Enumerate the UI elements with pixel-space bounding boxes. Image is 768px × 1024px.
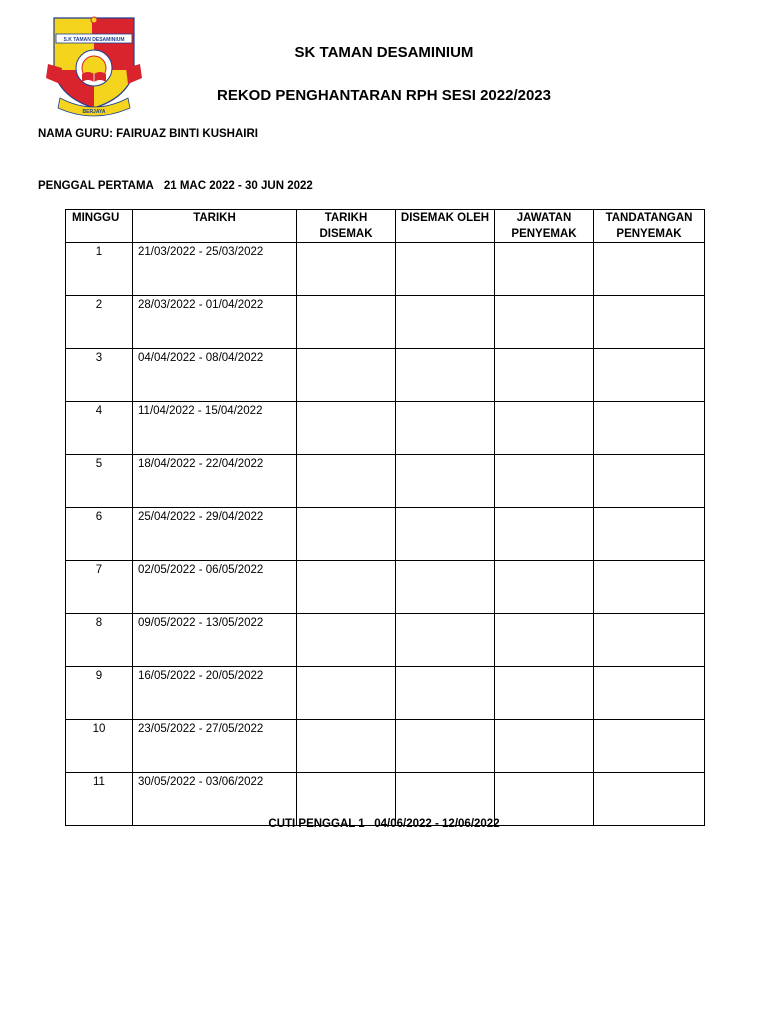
table-row [66,296,705,349]
tarikh-disemak-cell[interactable] [297,402,396,455]
tandatangan-cell[interactable] [594,455,705,508]
week-cell: 3 [66,349,133,402]
jawatan-penyemak-cell[interactable] [495,667,594,720]
teacher-label: NAMA GURU: [38,128,113,140]
tandatangan-cell[interactable] [594,667,705,720]
week-cell: 2 [66,296,133,349]
header-tarikh-disemak: TARIKH DISEMAK [297,210,396,243]
tarikh-disemak-cell[interactable] [297,455,396,508]
date-range-cell: 28/03/2022 - 01/04/2022 [133,296,297,349]
tarikh-disemak-cell[interactable] [297,349,396,402]
table-row [66,614,705,667]
header-tarikh: TARIKH [133,210,297,243]
table-row [66,349,705,402]
table-header-row [66,210,705,243]
tarikh-disemak-cell[interactable] [297,243,396,296]
term-line [38,180,313,192]
disemak-oleh-cell[interactable] [396,508,495,561]
disemak-oleh-cell[interactable] [396,667,495,720]
term-holiday-line [0,818,768,830]
tarikh-disemak-cell[interactable] [297,667,396,720]
teacher-line [38,128,258,140]
tandatangan-cell[interactable] [594,243,705,296]
table-row [66,667,705,720]
jawatan-penyemak-cell[interactable] [495,296,594,349]
week-cell: 5 [66,455,133,508]
header-tandatangan-penyemak: TANDATANGAN PENYEMAK [594,210,705,243]
term-label: PENGGAL PERTAMA [38,180,154,192]
week-cell: 4 [66,402,133,455]
tandatangan-cell[interactable] [594,402,705,455]
logo-banner-text: S.K TAMAN DESAMINIUM [63,37,125,43]
date-range-cell: 04/04/2022 - 08/04/2022 [133,349,297,402]
table-row [66,243,705,296]
week-cell: 7 [66,561,133,614]
tandatangan-cell[interactable] [594,508,705,561]
disemak-oleh-cell[interactable] [396,402,495,455]
jawatan-penyemak-cell[interactable] [495,243,594,296]
week-cell: 9 [66,667,133,720]
header-minggu: MINGGU [66,210,133,243]
date-range-cell: 18/04/2022 - 22/04/2022 [133,455,297,508]
submission-record-table [65,209,705,826]
tarikh-disemak-cell[interactable] [297,614,396,667]
disemak-oleh-cell[interactable] [396,455,495,508]
jawatan-penyemak-cell[interactable] [495,561,594,614]
tarikh-disemak-cell[interactable] [297,720,396,773]
date-range-cell: 11/04/2022 - 15/04/2022 [133,402,297,455]
disemak-oleh-cell[interactable] [396,349,495,402]
table-row [66,402,705,455]
date-range-cell: 25/04/2022 - 29/04/2022 [133,508,297,561]
week-cell: 10 [66,720,133,773]
jawatan-penyemak-cell[interactable] [495,720,594,773]
date-range-cell: 09/05/2022 - 13/05/2022 [133,614,297,667]
tandatangan-cell[interactable] [594,561,705,614]
date-range-cell: 30/05/2022 - 03/06/2022 [133,773,297,826]
jawatan-penyemak-cell[interactable] [495,402,594,455]
tandatangan-cell[interactable] [594,349,705,402]
table-row [66,508,705,561]
date-range-cell: 23/05/2022 - 27/05/2022 [133,720,297,773]
table-row [66,720,705,773]
jawatan-penyemak-cell[interactable] [495,614,594,667]
date-range-cell: 21/03/2022 - 25/03/2022 [133,243,297,296]
holiday-label: CUTI PENGGAL 1 [268,818,365,830]
tarikh-disemak-cell[interactable] [297,508,396,561]
tarikh-disemak-cell[interactable] [297,561,396,614]
disemak-oleh-cell[interactable] [396,614,495,667]
tandatangan-cell[interactable] [594,720,705,773]
week-cell: 11 [66,773,133,826]
week-cell: 8 [66,614,133,667]
disemak-oleh-cell[interactable] [396,296,495,349]
disemak-oleh-cell[interactable] [396,720,495,773]
document-title: REKOD PENGHANTARAN RPH SESI 2022/2023 [217,87,551,104]
school-name: SK TAMAN DESAMINIUM [294,44,474,61]
jawatan-penyemak-cell[interactable] [495,455,594,508]
tandatangan-cell[interactable] [594,614,705,667]
date-range-cell: 16/05/2022 - 20/05/2022 [133,667,297,720]
week-cell: 6 [66,508,133,561]
school-crest-logo [46,12,142,124]
tarikh-disemak-cell[interactable] [297,296,396,349]
disemak-oleh-cell[interactable] [396,561,495,614]
teacher-name: FAIRUAZ BINTI KUSHAIRI [116,128,258,140]
header-disemak-oleh: DISEMAK OLEH [396,210,495,243]
disemak-oleh-cell[interactable] [396,243,495,296]
tandatangan-cell[interactable] [594,296,705,349]
jawatan-penyemak-cell[interactable] [495,349,594,402]
week-cell: 1 [66,243,133,296]
table-row [66,455,705,508]
header-jawatan-penyemak: JAWATAN PENYEMAK [495,210,594,243]
date-range-cell: 02/05/2022 - 06/05/2022 [133,561,297,614]
term-range: 21 MAC 2022 - 30 JUN 2022 [163,180,313,192]
table-row [66,561,705,614]
jawatan-penyemak-cell[interactable] [495,508,594,561]
holiday-range: 04/06/2022 - 12/06/2022 [374,818,500,830]
logo-motto-text: BERJAYA [82,109,106,115]
